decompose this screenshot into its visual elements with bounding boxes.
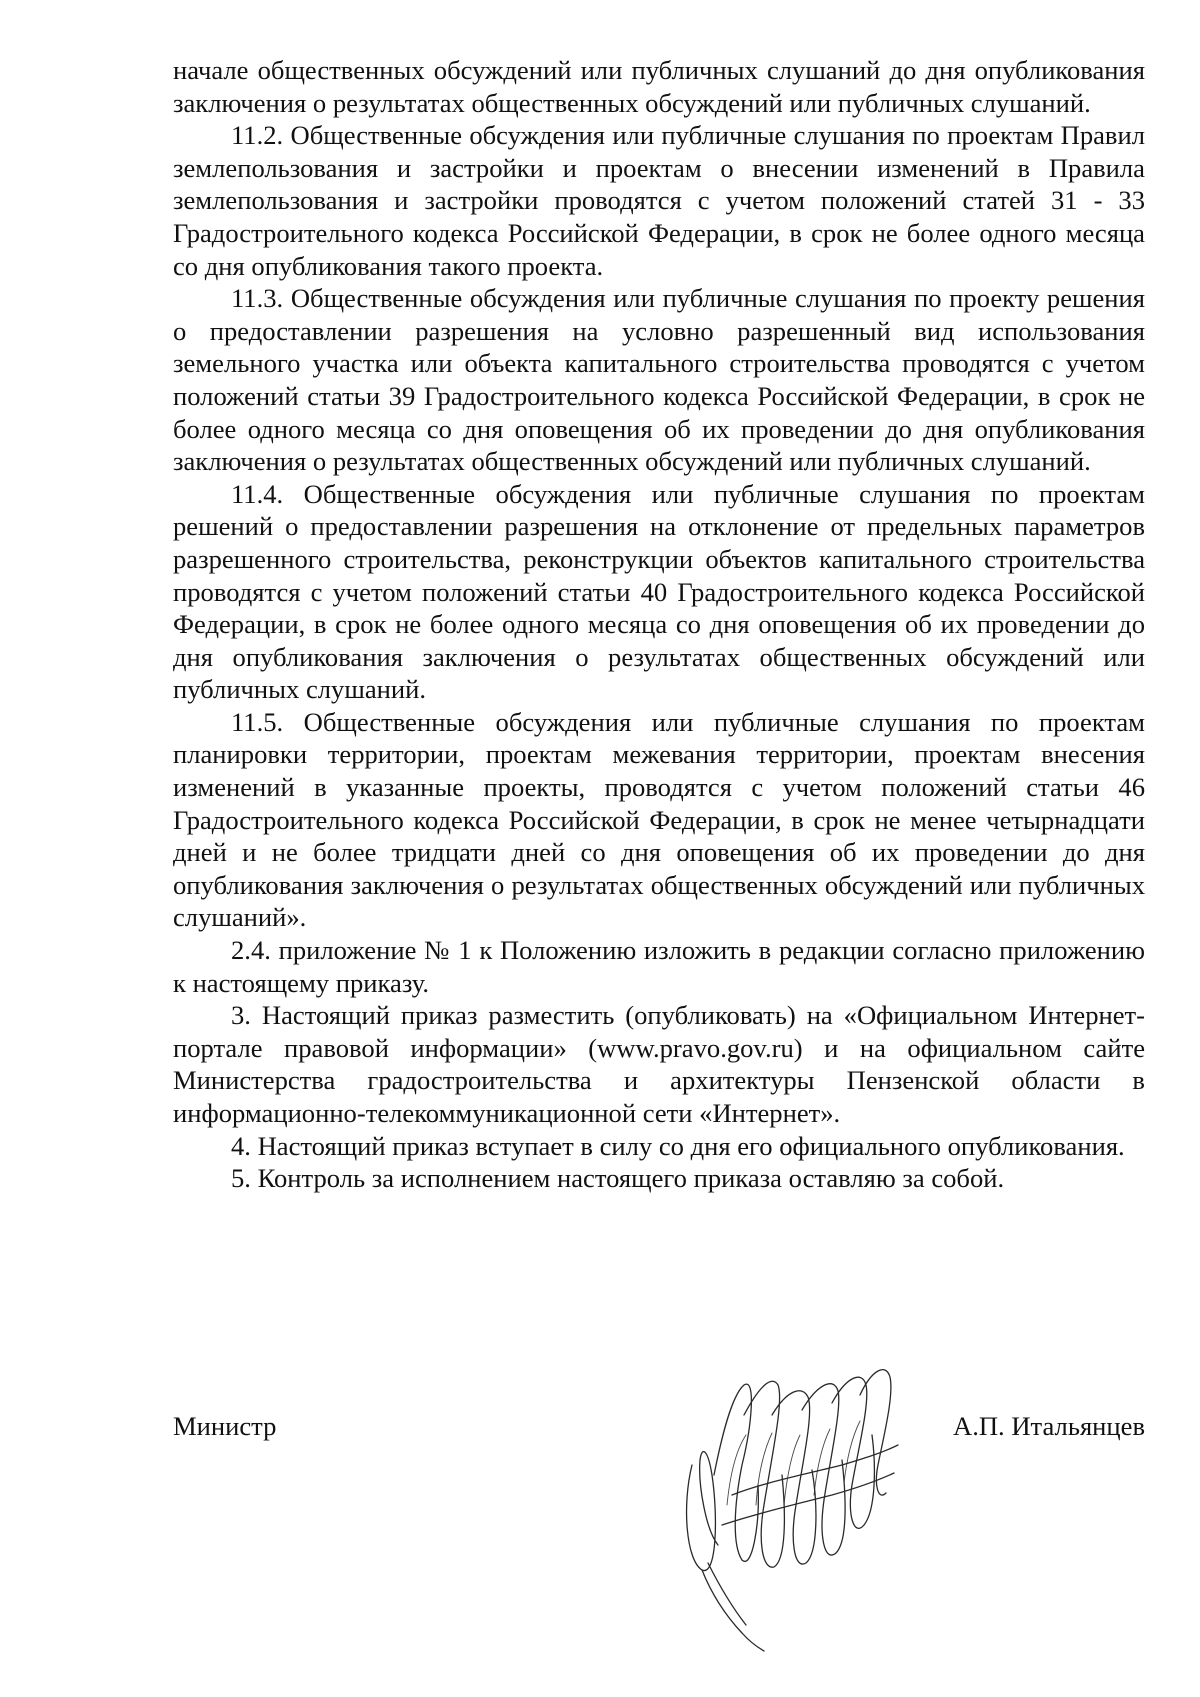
paragraph-11-5: 11.5. Общественные обсуждения или публичные слушания по проектам планировки территории, проектам межевания территории, проектам внесения изменений в указанные проекты, проводятся с учетом положений статьи 46 Градостроительного кодекса Российской Федерации, в срок не менее четырнадцати дней и не более тридцати дней со дня оповещения об их проведении до дня опубликования заключения о результатах общественных обсуждений или публичных слушаний». [173,706,1145,933]
paragraph-continuation: начале общественных обсуждений или публичных слушаний до дня опубликования заключения о результатах общественных обсуждений или публичных слушаний. [173,55,1145,118]
signatory-title: Министр [173,1411,277,1441]
paragraph-3: 3. Настоящий приказ разместить (опубликовать) на «Официальном Интернет-портале правовой информации» (www.pravo.gov.ru) и на официальном сайте Министерства градостроительства и архитектуры Пензенской области в информационно-телекоммуникационной сети «Интернет». [173,1000,1145,1128]
handwritten-signature [672,1355,922,1655]
signatory-name: А.П. Итальянцев [953,1411,1145,1441]
paragraph-2-4: 2.4. приложение № 1 к Положению изложить в редакции согласно приложению к настоящему приказу. [173,935,1145,998]
paragraph-11-4: 11.4. Общественные обсуждения или публичные слушания по проектам решений о предоставлении разрешения на отклонение от предельных параметров разрешенного строительства, реконструкции объектов капитального строительства проводятся с учетом положений статьи 40 Градостроительного кодекса Российской Федерации, в срок не более одного месяца со дня оповещения об их проведении до дня опубликования заключения о результатах общественных обсуждений или публичных слушаний. [173,478,1145,705]
paragraph-5: 5. Контроль за исполнением настоящего приказа оставляю за собой. [231,1163,1005,1194]
paragraph-11-3: 11.3. Общественные обсуждения или публичные слушания по проекту решения о предоставлении разрешения на условно разрешенный вид использования земельного участка или объекта капитального строительства проводятся с учетом положений статьи 39 Градостроительного кодекса Российской Федерации, в срок не более одного месяца со дня оповещения об их проведении до дня опубликования заключения о результатах общественных обсуждений или публичных слушаний. [173,283,1145,477]
paragraph-11-2: 11.2. Общественные обсуждения или публичные слушания по проектам Правил землепользования и застройки и проектам о внесении изменений в Правила землепользования и застройки проводятся с учетом положений статей 31 - 33 Градостроительного кодекса Российской Федерации, в срок не более одного месяца со дня опубликования такого проекта. [173,120,1145,281]
paragraph-4: 4. Настоящий приказ вступает в силу со дня его официального опубликования. [231,1130,1125,1161]
document-body [173,54,1145,1195]
signature-block [173,1410,1145,1450]
